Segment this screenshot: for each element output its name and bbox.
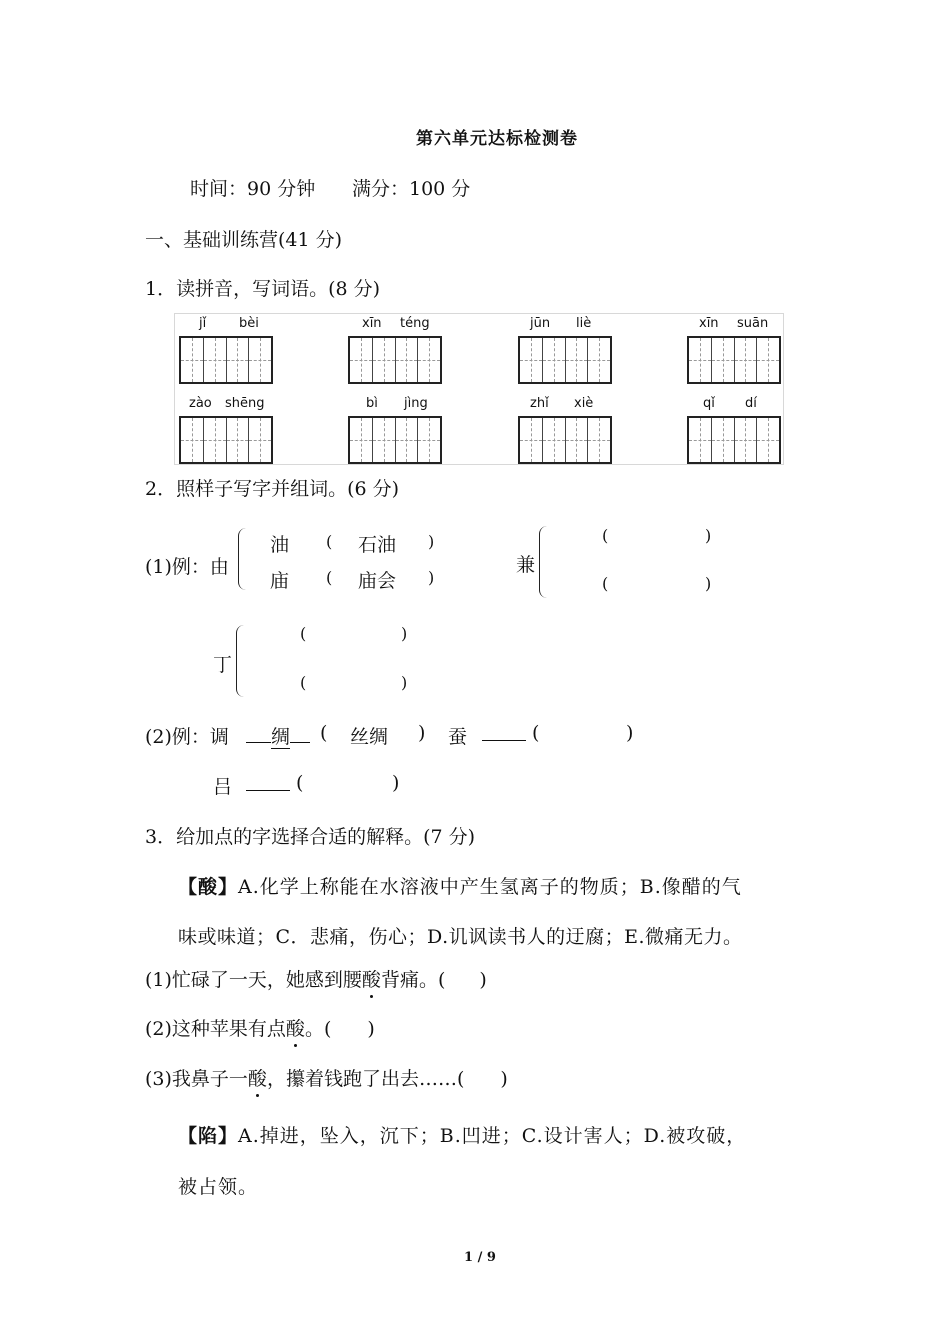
pinyin-syllable: téng	[400, 316, 430, 331]
sentence-text: (3)我鼻子一	[145, 1068, 248, 1090]
brace	[539, 526, 550, 598]
page-title: 第六单元达标检测卷	[416, 129, 578, 149]
pinyin-syllable: xiè	[574, 396, 594, 411]
brace	[236, 625, 247, 697]
exam-score: 满分：100 分	[352, 178, 471, 200]
definition-label: 【陷】	[178, 1125, 239, 1147]
question-2-heading: 2．照样子写字并组词。(6 分)	[145, 478, 400, 500]
sentence-text: 。(	[304, 1018, 332, 1040]
paren-close: )	[401, 624, 408, 643]
brace	[238, 528, 249, 590]
paren-close: )	[401, 673, 408, 692]
prompt-char: 吕	[213, 776, 233, 798]
answer-blank[interactable]	[482, 722, 526, 741]
question-3-heading: 3．给加点的字选择合适的解释。(7 分)	[145, 826, 476, 848]
example-word: 庙会	[358, 570, 397, 592]
pinyin-panel	[174, 313, 784, 465]
paren-close: )	[500, 1068, 508, 1090]
paren-close: )	[392, 772, 400, 794]
pinyin-syllable: dí	[745, 396, 757, 411]
paren-open: (	[602, 526, 609, 545]
answer-blank[interactable]	[246, 772, 290, 791]
pinyin-syllable: qǐ	[703, 396, 715, 411]
definition-suan	[178, 872, 742, 899]
paren-close: )	[418, 722, 426, 744]
definition-text: A.掉进，坠入，沉下；B.凹进；C.设计害人；D.被攻破，	[238, 1125, 747, 1147]
sentence-2	[145, 1014, 375, 1041]
definition-text: A.化学上称能在水溶液中产生氢离子的物质；B.像醋的气	[238, 876, 742, 898]
blank	[246, 724, 271, 743]
paren-open: (	[532, 722, 540, 744]
writing-box[interactable]	[179, 416, 273, 464]
pinyin-syllable: jūn	[530, 316, 551, 331]
example-char: 庙	[270, 570, 290, 592]
sentence-text: 背痛。(	[380, 969, 446, 991]
blank	[290, 724, 310, 743]
dotted-char: 酸	[361, 969, 381, 991]
sentence-text: (1)忙碌了一天，她感到腰	[145, 969, 362, 991]
writing-box[interactable]	[348, 336, 442, 384]
pinyin-syllable: bèi	[239, 316, 259, 331]
paren-open: (	[326, 568, 333, 587]
paren-close: )	[705, 574, 712, 593]
paren-close: )	[367, 1018, 375, 1040]
example-char: 油	[270, 534, 290, 556]
pinyin-syllable: suān	[737, 316, 769, 331]
pinyin-syllable: xīn	[699, 316, 719, 331]
paren-close: )	[705, 526, 712, 545]
pinyin-syllable: xīn	[362, 316, 382, 331]
writing-box[interactable]	[348, 416, 442, 464]
example-label: (1)例：由	[145, 556, 229, 578]
writing-box[interactable]	[518, 336, 612, 384]
example-answer: 丝绸	[350, 726, 389, 748]
example-word: 绸	[271, 726, 291, 748]
question-1-heading: 1．读拼音，写词语。(8 分)	[145, 278, 381, 300]
writing-box[interactable]	[687, 336, 781, 384]
dotted-char: 酸	[247, 1068, 267, 1090]
example-label: (2)例：调	[145, 726, 229, 748]
writing-box[interactable]	[518, 416, 612, 464]
pinyin-syllable: jǐ	[199, 316, 207, 331]
exam-time: 时间：90 分钟	[190, 178, 316, 200]
pinyin-syllable: bì	[366, 396, 378, 411]
sentence-text: (2)这种苹果有点	[145, 1018, 286, 1040]
writing-box[interactable]	[687, 416, 781, 464]
section-heading: 一、基础训练营(41 分)	[145, 229, 343, 251]
paren-close: )	[626, 722, 634, 744]
paren-open: (	[300, 673, 307, 692]
pinyin-syllable: zhǐ	[530, 396, 549, 411]
pinyin-syllable: jìng	[404, 396, 428, 411]
prompt-char: 兼	[516, 554, 536, 576]
writing-box[interactable]	[179, 336, 273, 384]
pinyin-syllable: liè	[576, 316, 592, 331]
paren-close: )	[428, 532, 435, 551]
paren-open: (	[300, 624, 307, 643]
definition-xian	[178, 1121, 746, 1148]
definition-text: 被占领。	[178, 1176, 259, 1198]
paren-close: )	[479, 969, 487, 991]
paren-open: (	[320, 722, 328, 744]
sentence-1	[145, 965, 487, 992]
definition-text: 味或味道；C．悲痛，伤心；D.讥讽读书人的迂腐；E.微痛无力。	[178, 926, 743, 948]
sentence-text: ，攥着钱跑了出去……(	[266, 1068, 465, 1090]
page-number: 1 / 9	[464, 1250, 496, 1265]
dotted-char: 酸	[285, 1018, 305, 1040]
sentence-3	[145, 1064, 508, 1091]
paren-open: (	[296, 772, 304, 794]
pinyin-syllable: zào	[189, 396, 212, 411]
prompt-char: 丁	[213, 654, 233, 676]
paren-close: )	[428, 568, 435, 587]
pinyin-syllable: shēng	[225, 396, 265, 411]
prompt-char: 蚕	[448, 726, 468, 748]
example-word: 石油	[358, 534, 397, 556]
definition-label: 【酸】	[178, 876, 239, 898]
paren-open: (	[602, 574, 609, 593]
paren-open: (	[326, 532, 333, 551]
